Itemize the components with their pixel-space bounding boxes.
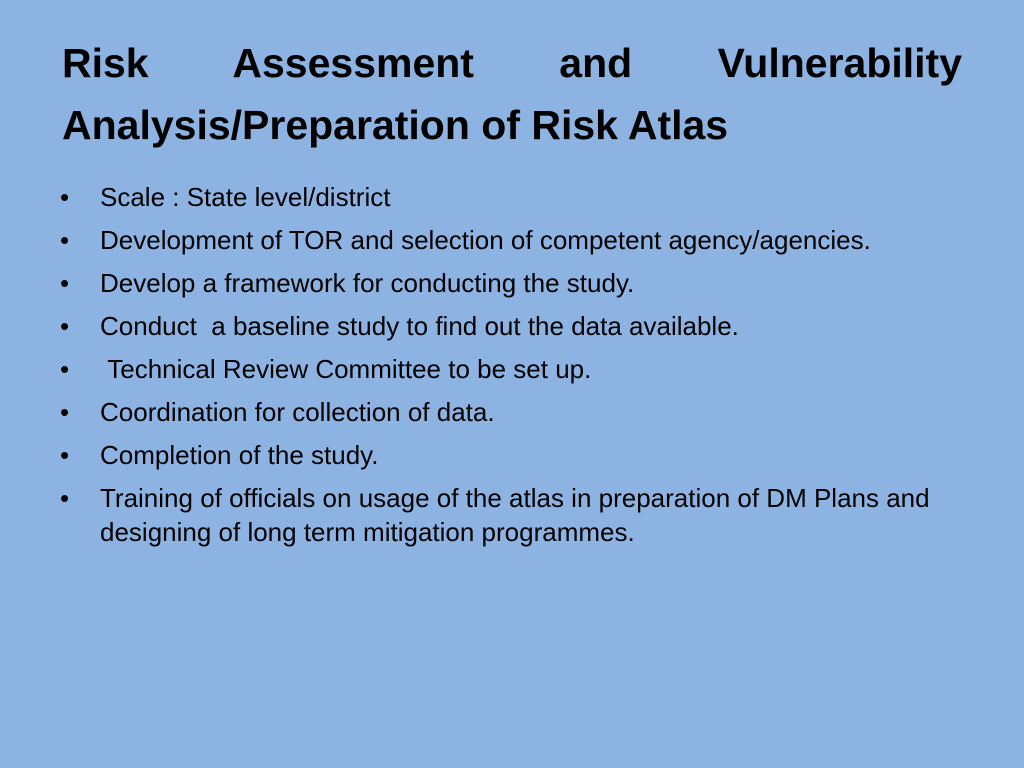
bullet-text: Scale : State level/district	[100, 182, 391, 212]
slide-title-line-2: Analysis/Preparation of Risk Atlas	[62, 102, 729, 148]
bullet-item-completion	[60, 438, 940, 472]
bullet-icon: •	[60, 311, 70, 341]
bullet-item-scale	[60, 180, 940, 214]
bullet-text: Develop a framework for conducting the study.	[100, 268, 635, 298]
bullet-item-committee	[60, 352, 940, 386]
bullet-text: Conduct a baseline study to find out the data available.	[100, 311, 739, 341]
bullet-icon: •	[60, 483, 70, 513]
bullet-item-baseline	[60, 309, 940, 343]
bullet-icon: •	[60, 182, 70, 212]
bullet-item-framework	[60, 266, 940, 300]
bullet-icon: •	[60, 268, 70, 298]
bullet-item-training	[60, 481, 945, 549]
bullet-item-coordination	[60, 395, 940, 429]
bullet-list	[60, 180, 945, 558]
bullet-item-tor	[60, 223, 940, 257]
bullet-icon: •	[60, 225, 70, 255]
bullet-text: Coordination for collection of data.	[100, 397, 495, 427]
slide-title-line-1: Risk Assessment and Vulnerability	[62, 40, 962, 86]
slide-title	[62, 32, 962, 156]
bullet-icon: •	[60, 440, 70, 470]
bullet-icon: •	[60, 354, 70, 384]
bullet-icon: •	[60, 397, 70, 427]
bullet-text: Completion of the study.	[100, 440, 379, 470]
bullet-text: Development of TOR and selection of competent agency/agencies.	[100, 225, 871, 255]
bullet-text: Training of officials on usage of the atlas in preparation of DM Plans and designing of long term mitigation programmes.	[100, 483, 945, 547]
bullet-text: Technical Review Committee to be set up.	[100, 354, 592, 384]
